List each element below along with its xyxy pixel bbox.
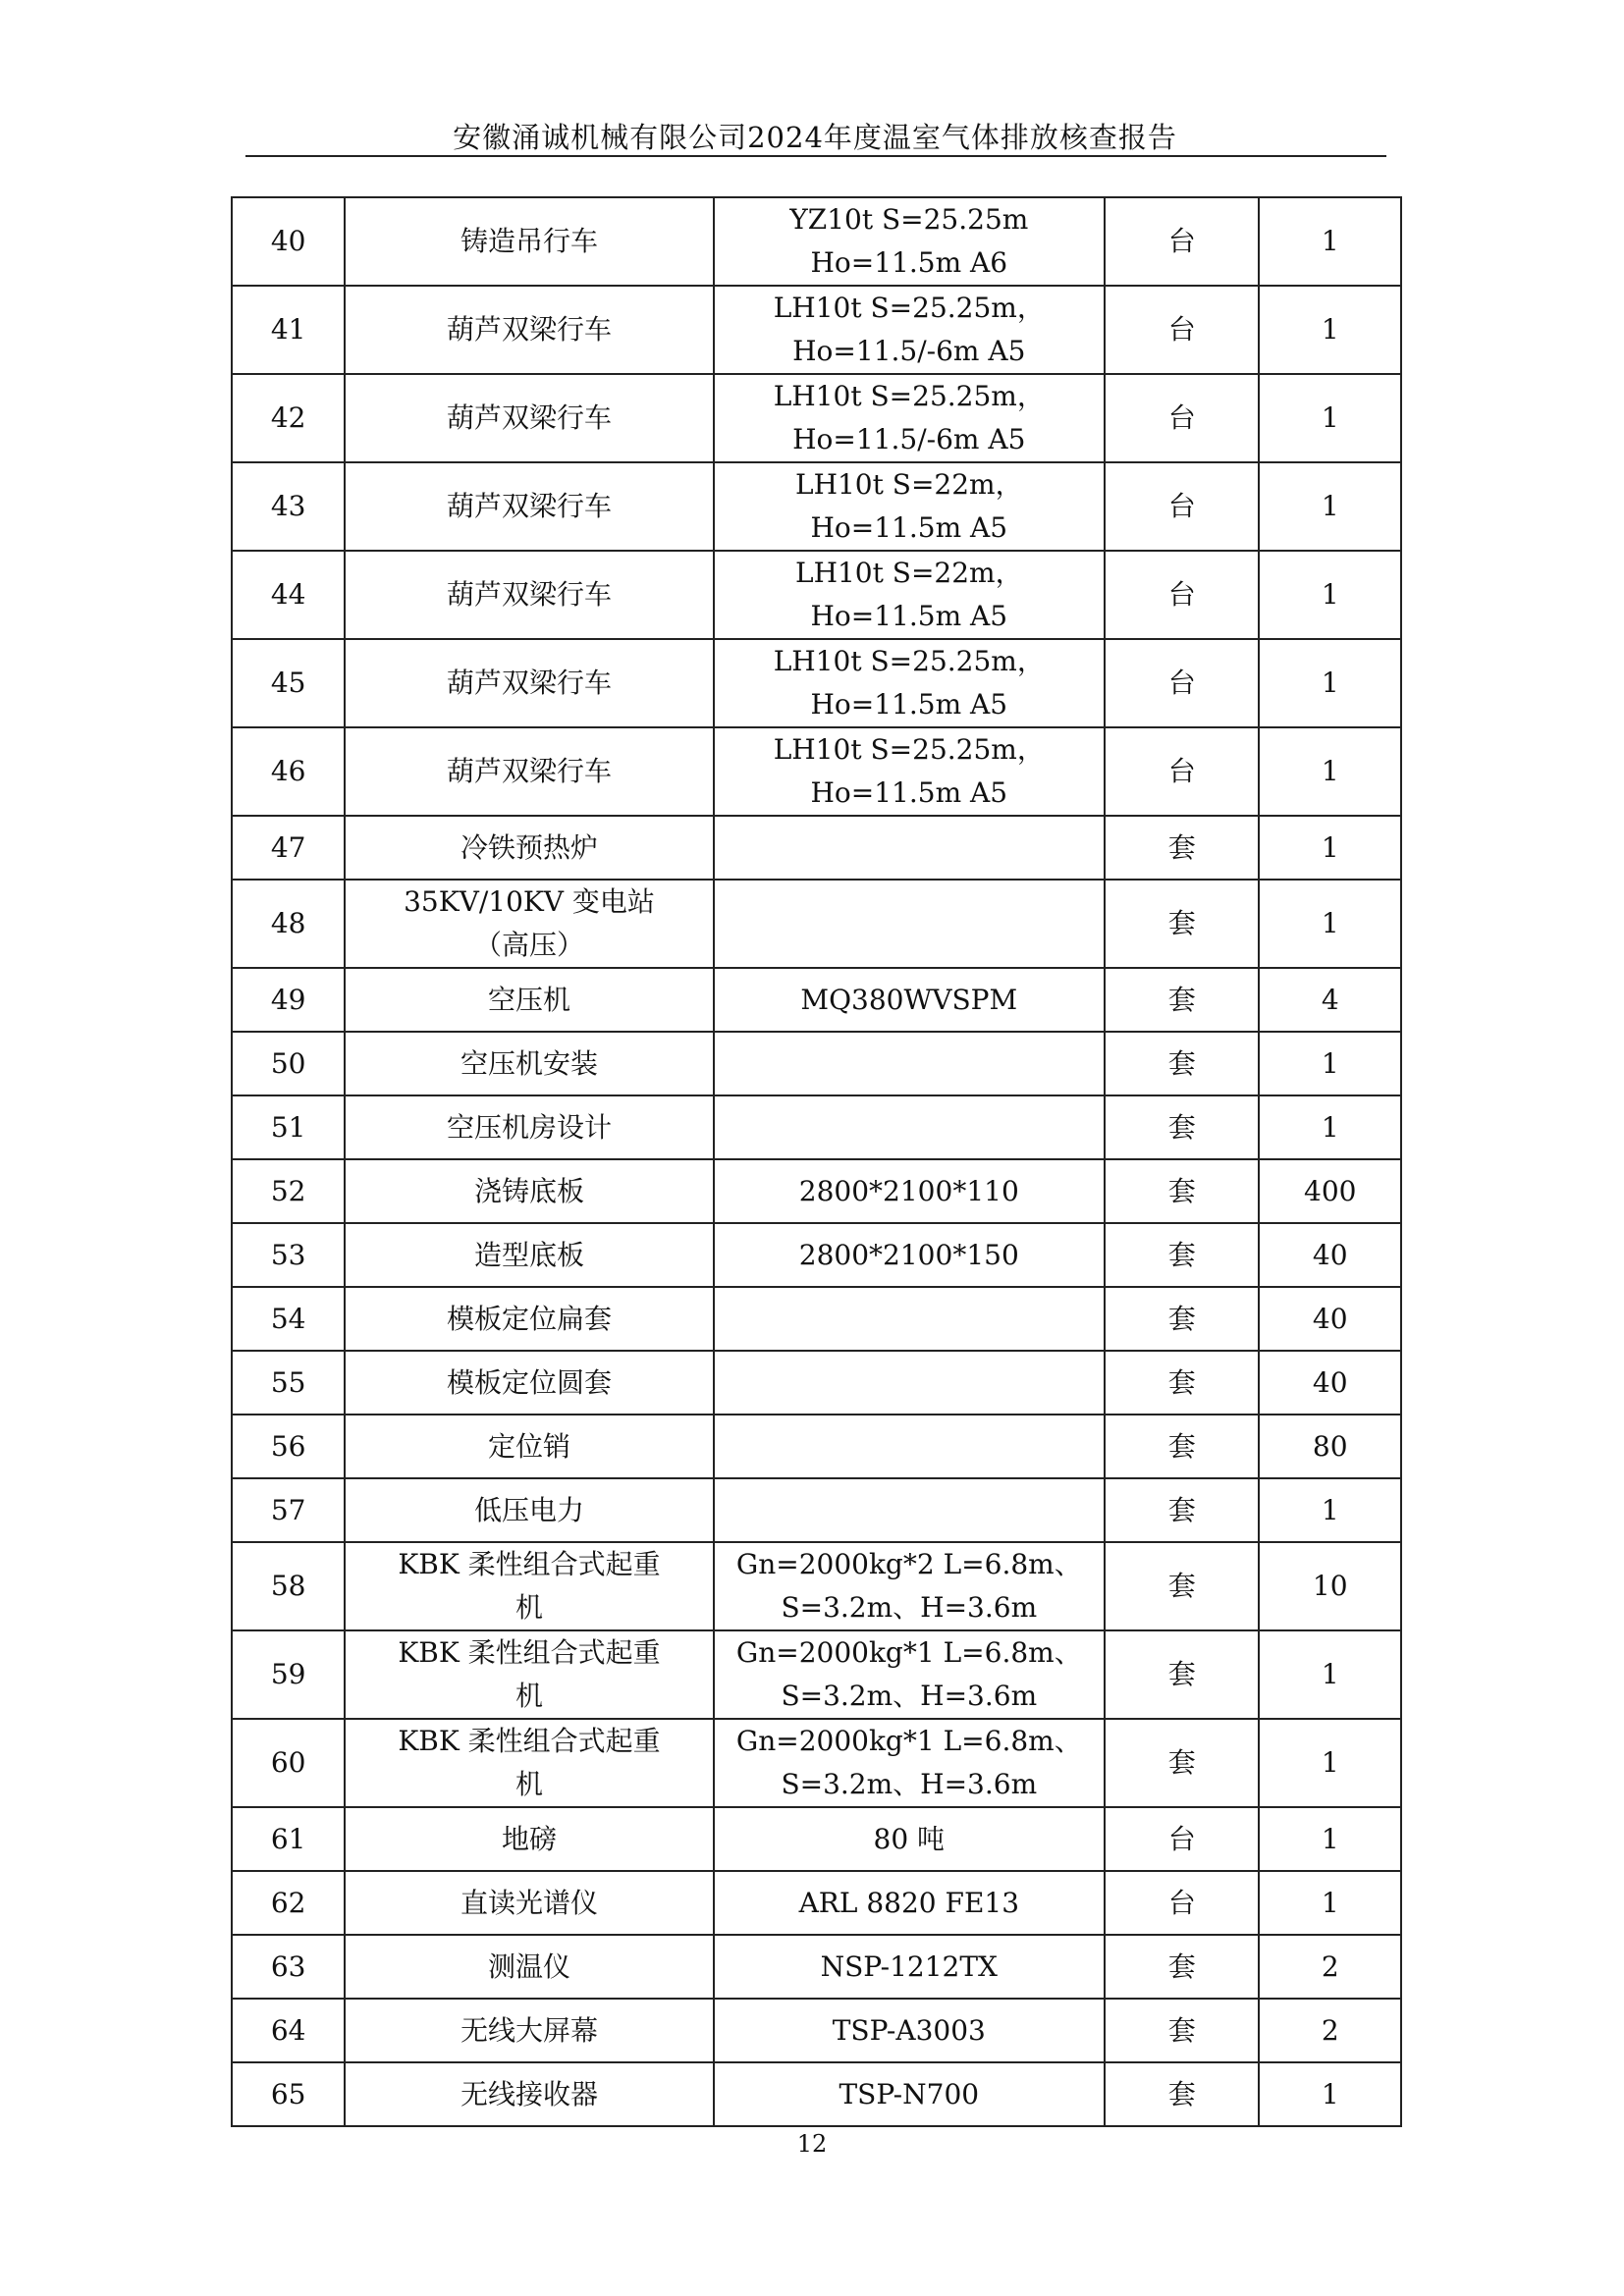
row-number-cell: 49 [232,968,345,1032]
quantity-cell: 1 [1259,1032,1401,1095]
equipment-spec-cell [714,880,1105,968]
header-rule [245,155,1386,157]
equipment-spec-cell: LH10t S=22m， Ho=11.5m A5 [714,551,1105,639]
equipment-spec-cell: LH10t S=25.25m， Ho=11.5/-6m A5 [714,286,1105,374]
unit-cell: 台 [1105,197,1260,286]
equipment-table-body [232,197,1401,2126]
row-number-cell: 47 [232,816,345,880]
table-row [232,1159,1401,1223]
table-row [232,727,1401,816]
row-number-cell: 52 [232,1159,345,1223]
equipment-spec-cell [714,816,1105,880]
equipment-spec-cell [714,1351,1105,1415]
table-row [232,1935,1401,1999]
quantity-cell: 1 [1259,1478,1401,1542]
equipment-spec-cell [714,1478,1105,1542]
row-number-cell: 42 [232,374,345,462]
equipment-spec-cell: LH10t S=22m， Ho=11.5m A5 [714,462,1105,551]
row-number-cell: 60 [232,1719,345,1807]
unit-cell: 套 [1105,1999,1260,2062]
quantity-cell: 40 [1259,1351,1401,1415]
quantity-cell: 80 [1259,1415,1401,1478]
unit-cell: 套 [1105,1630,1260,1719]
equipment-name-cell: 葫芦双梁行车 [345,727,713,816]
equipment-name-cell: KBK 柔性组合式起重 机 [345,1542,713,1630]
quantity-cell: 2 [1259,1935,1401,1999]
equipment-spec-cell: TSP-A3003 [714,1999,1105,2062]
equipment-spec-cell: TSP-N700 [714,2062,1105,2126]
equipment-name-cell: 葫芦双梁行车 [345,551,713,639]
equipment-name-cell: 模板定位圆套 [345,1351,713,1415]
equipment-name-cell: 直读光谱仪 [345,1871,713,1935]
table-row [232,2062,1401,2126]
row-number-cell: 57 [232,1478,345,1542]
unit-cell: 套 [1105,1095,1260,1159]
page-header-title: 安徽涌诚机械有限公司2024年度温室气体排放核查报告 [453,121,1177,154]
quantity-cell: 1 [1259,1719,1401,1807]
equipment-name-cell: 地磅 [345,1807,713,1871]
unit-cell: 台 [1105,462,1260,551]
quantity-cell: 1 [1259,727,1401,816]
equipment-name-cell: 35KV/10KV 变电站 （高压） [345,880,713,968]
quantity-cell: 1 [1259,2062,1401,2126]
equipment-spec-cell: MQ380WVSPM [714,968,1105,1032]
unit-cell: 套 [1105,2062,1260,2126]
equipment-name-cell: 造型底板 [345,1223,713,1287]
quantity-cell: 1 [1259,551,1401,639]
row-number-cell: 62 [232,1871,345,1935]
equipment-name-cell: 冷铁预热炉 [345,816,713,880]
equipment-name-cell: 空压机房设计 [345,1095,713,1159]
row-number-cell: 48 [232,880,345,968]
equipment-name-cell: 葫芦双梁行车 [345,286,713,374]
unit-cell: 套 [1105,1478,1260,1542]
equipment-name-cell: 无线接收器 [345,2062,713,2126]
unit-cell: 台 [1105,286,1260,374]
equipment-name-cell: 定位销 [345,1415,713,1478]
equipment-spec-cell: 80 吨 [714,1807,1105,1871]
equipment-table [231,196,1402,2127]
unit-cell: 台 [1105,374,1260,462]
quantity-cell: 1 [1259,1871,1401,1935]
row-number-cell: 53 [232,1223,345,1287]
unit-cell: 套 [1105,1032,1260,1095]
equipment-spec-cell: Gn=2000kg*1 L=6.8m、 S=3.2m、H=3.6m [714,1630,1105,1719]
table-row [232,1630,1401,1719]
row-number-cell: 51 [232,1095,345,1159]
equipment-name-cell: 空压机安装 [345,1032,713,1095]
equipment-spec-cell [714,1032,1105,1095]
table-row [232,1351,1401,1415]
row-number-cell: 64 [232,1999,345,2062]
quantity-cell: 1 [1259,1095,1401,1159]
quantity-cell: 1 [1259,1630,1401,1719]
quantity-cell: 1 [1259,374,1401,462]
equipment-name-cell: 低压电力 [345,1478,713,1542]
unit-cell: 套 [1105,1415,1260,1478]
unit-cell: 台 [1105,727,1260,816]
equipment-spec-cell: 2800*2100*110 [714,1159,1105,1223]
unit-cell: 台 [1105,639,1260,727]
quantity-cell: 1 [1259,462,1401,551]
table-row [232,1095,1401,1159]
table-row [232,968,1401,1032]
row-number-cell: 58 [232,1542,345,1630]
quantity-cell: 4 [1259,968,1401,1032]
unit-cell: 套 [1105,1159,1260,1223]
table-row [232,197,1401,286]
equipment-spec-cell: LH10t S=25.25m， Ho=11.5/-6m A5 [714,374,1105,462]
quantity-cell: 1 [1259,816,1401,880]
table-row [232,1287,1401,1351]
unit-cell: 套 [1105,1287,1260,1351]
row-number-cell: 55 [232,1351,345,1415]
table-row [232,816,1401,880]
table-row [232,1478,1401,1542]
equipment-spec-cell [714,1095,1105,1159]
equipment-name-cell: 模板定位扁套 [345,1287,713,1351]
equipment-name-cell: 浇铸底板 [345,1159,713,1223]
row-number-cell: 44 [232,551,345,639]
quantity-cell: 1 [1259,286,1401,374]
table-row [232,1807,1401,1871]
quantity-cell: 2 [1259,1999,1401,2062]
row-number-cell: 45 [232,639,345,727]
equipment-spec-cell: 2800*2100*150 [714,1223,1105,1287]
unit-cell: 套 [1105,1542,1260,1630]
equipment-spec-cell: LH10t S=25.25m， Ho=11.5m A5 [714,727,1105,816]
table-row [232,286,1401,374]
row-number-cell: 56 [232,1415,345,1478]
quantity-cell: 1 [1259,197,1401,286]
table-row [232,462,1401,551]
row-number-cell: 59 [232,1630,345,1719]
table-row [232,639,1401,727]
equipment-name-cell: KBK 柔性组合式起重 机 [345,1719,713,1807]
row-number-cell: 41 [232,286,345,374]
quantity-cell: 40 [1259,1287,1401,1351]
quantity-cell: 1 [1259,1807,1401,1871]
unit-cell: 套 [1105,816,1260,880]
table-row [232,1871,1401,1935]
equipment-name-cell: 空压机 [345,968,713,1032]
row-number-cell: 65 [232,2062,345,2126]
equipment-spec-cell: LH10t S=25.25m， Ho=11.5m A5 [714,639,1105,727]
unit-cell: 套 [1105,1351,1260,1415]
table-row [232,1032,1401,1095]
equipment-name-cell: 测温仪 [345,1935,713,1999]
table-row [232,551,1401,639]
equipment-spec-cell: YZ10t S=25.25m Ho=11.5m A6 [714,197,1105,286]
table-row [232,880,1401,968]
table-row [232,1719,1401,1807]
equipment-name-cell: 葫芦双梁行车 [345,374,713,462]
quantity-cell: 1 [1259,880,1401,968]
equipment-name-cell: 葫芦双梁行车 [345,462,713,551]
row-number-cell: 40 [232,197,345,286]
row-number-cell: 54 [232,1287,345,1351]
table-row [232,1223,1401,1287]
quantity-cell: 400 [1259,1159,1401,1223]
unit-cell: 套 [1105,1935,1260,1999]
row-number-cell: 46 [232,727,345,816]
equipment-name-cell: 铸造吊行车 [345,197,713,286]
quantity-cell: 1 [1259,639,1401,727]
table-row [232,1415,1401,1478]
unit-cell: 台 [1105,1807,1260,1871]
unit-cell: 套 [1105,1719,1260,1807]
equipment-spec-cell: Gn=2000kg*1 L=6.8m、 S=3.2m、H=3.6m [714,1719,1105,1807]
table-row [232,1999,1401,2062]
equipment-spec-cell [714,1415,1105,1478]
equipment-name-cell: KBK 柔性组合式起重 机 [345,1630,713,1719]
quantity-cell: 40 [1259,1223,1401,1287]
row-number-cell: 43 [232,462,345,551]
quantity-cell: 10 [1259,1542,1401,1630]
unit-cell: 套 [1105,968,1260,1032]
equipment-spec-cell: Gn=2000kg*2 L=6.8m、 S=3.2m、H=3.6m [714,1542,1105,1630]
row-number-cell: 61 [232,1807,345,1871]
unit-cell: 台 [1105,551,1260,639]
unit-cell: 套 [1105,880,1260,968]
equipment-spec-cell: NSP-1212TX [714,1935,1105,1999]
equipment-name-cell: 葫芦双梁行车 [345,639,713,727]
page-number: 12 [796,2130,828,2158]
equipment-name-cell: 无线大屏幕 [345,1999,713,2062]
row-number-cell: 50 [232,1032,345,1095]
unit-cell: 台 [1105,1871,1260,1935]
equipment-spec-cell [714,1287,1105,1351]
row-number-cell: 63 [232,1935,345,1999]
equipment-spec-cell: ARL 8820 FE13 [714,1871,1105,1935]
unit-cell: 套 [1105,1223,1260,1287]
table-row [232,1542,1401,1630]
table-row [232,374,1401,462]
